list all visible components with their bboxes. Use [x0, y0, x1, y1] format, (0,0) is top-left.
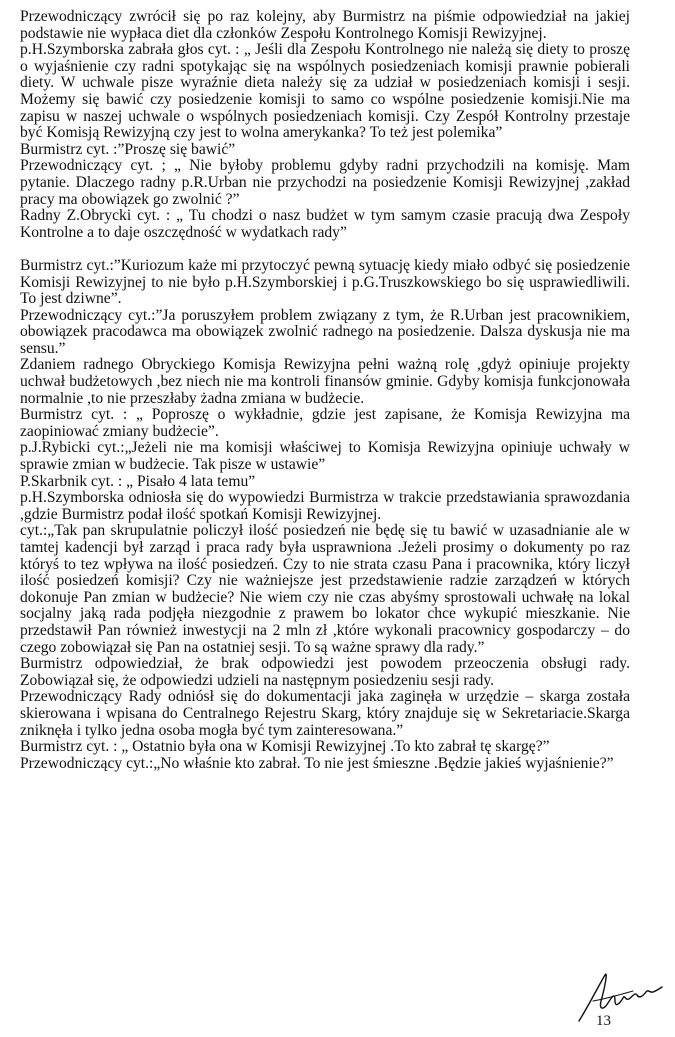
paragraph: Burmistrz cyt.:”Kuriozum każe mi przytoczyć pewną sytuację kiedy miało odbyć się posiedzenie Komisji Rewizyjnej to nie było p.H.Szymborskiej i p.G.Truszkowskiego bo się usprawiedliwili. To jest dziwne”. — [20, 256, 630, 308]
paragraph: Przewodniczący zwrócił się po raz kolejny, aby Burmistrz na piśmie odpowiedział na jakiej podstawie nie wypłaca diet dla członków Zespołu Kontrolnego Komisji Rewizyjnej. — [20, 8, 630, 42]
paragraph: P.Skarbnik cyt. : „ Pisało 4 lata temu” — [20, 472, 256, 490]
page-number: 13 — [596, 1013, 611, 1029]
paragraph-gap — [20, 241, 630, 258]
paragraph: cyt.:„Tak pan skrupulatnie policzył ilość posiedzeń nie będę się tu bawić w uzasadnianie ale w tamtej kadencji był zarząd i praca rady była usprawniona .Jeżeli prosimy o dokumenty po raz któryś to tez wpływa na ilość posiedzeń. Czy to nie strata czasu Pana i pracownika, który liczył ilość posiedzeń komisji? Czy nie ważniejsze jest przedstawienie radzie zarządzeń w których dokonuje Pan zmian w budżecie? Nie wiem czy nie czas abyśmy sprostowali uchwałę na lokal socjalny jaką rada podjęła niezgodnie z prawem bo lokator chce wykupić mieszkanie. Nie przedstawił Pan również inwestycji na 2 mln zł ,które wykonali pracownicy gospodarczy – do czego zobowiązał się Pan na ostatniej sesji. To są ważne sprawy dla rady.” — [20, 522, 630, 656]
paragraph: Burmistrz cyt. : „ Ostatnio była ona w Komisji Rewizyjnej .To kto zabrał tę skargę?” — [20, 738, 550, 756]
paragraph: Burmistrz cyt. :”Proszę się bawić” — [20, 140, 236, 158]
paragraph: Burmistrz odpowiedział, że brak odpowiedzi jest powodem przeoczenia obsługi rady. Zobowiązał się, że odpowiedzi udzieli na następnym posiedzeniu sesji rady. — [20, 655, 630, 689]
paragraph: p.H.Szymborska zabrała głos cyt. : „ Jeśli dla Zespołu Kontrolnego nie należą się diety to proszę o wyjaśnienie czy radni spotykając się na wspólnych posiedzeniach komisji prawnie pobierali diety. W uchwale pisze wyraźnie dieta należy się za udział w posiedzeniach komisji i sesji. Możemy się bawić czy posiedzenie komisji to samo co wspólne posiedzenie komisji.Nie ma zapisu w naszej uchwale o wspólnych posiedzeniach komisji. Czy Zespół Kontrolny przestaje być Komisją Rewizyjną czy jest to wolna amerykanka? To też jest polemika” — [20, 41, 630, 142]
signature — [575, 965, 665, 1025]
paragraph: p.H.Szymborska odniosła się do wypowiedzi Burmistrza w trakcie przedstawiania sprawozdania ,gdzie Burmistrz podał ilość spotkań Komisji Rewizyjnej. — [20, 489, 630, 523]
paragraph: Radny Z.Obrycki cyt. : „ Tu chodzi o nasz budżet w tym samym czasie pracują dwa Zespoły Kontrolne a to daje oszczędność w wydatkach rady” — [20, 207, 630, 241]
document-body — [20, 9, 630, 772]
paragraph: p.J.Rybicki cyt.:„Jeżeli nie ma komisji właściwej to Komisja Rewizyjna opiniuje uchwały w sprawie zmian w budżecie. Tak pisze w ustawie” — [20, 439, 630, 474]
paragraph: Burmistrz cyt. : „ Poproszę o wykładnie, gdzie jest zapisane, że Komisja Rewizyjna ma zaopiniować zmiany budżecie”. — [20, 406, 630, 440]
paragraph: Przewodniczący cyt.:”Ja poruszyłem problem związany z tym, że R.Urban jest pracownikiem, obowiązek pracodawca ma obowiązek zwolnić radnego na posiedzenie. Dalsza dyskusja nie ma sensu.” — [20, 306, 630, 357]
paragraph: Przewodniczący cyt.:„No właśnie kto zabrał. To nie jest śmieszne .Będzie jakieś wyjaśnienie?” — [20, 754, 614, 772]
paragraph: Przewodniczący Rady odniósł się do dokumentacji jaka zaginęła w urzędzie – skarga została skierowana i wpisana do Centralnego Rejestru Skarg, który znajduje się w Sekretariacie.Skarga zniknęła i tylko jedna osoba mogła być tym zainteresowana.” — [20, 688, 630, 739]
paragraph: Przewodniczący cyt. ; „ Nie byłoby problemu gdyby radni przychodzili na komisję. Mam pytanie. Dlaczego radny p.R.Urban nie przychodzi na posiedzenie Komisji Rewizyjnej ,zakład pracy ma obowiązek go zwolnić ?” — [20, 157, 630, 208]
paragraph: Zdaniem radnego Obryckiego Komisja Rewizyjna pełni ważną rolę ,gdyż opiniuje projekty uchwał budżetowych ,bez niech nie ma kontroli finansów gminie. Gdyby komisja funkcjonowała normalnie ,to nie przeszłaby żadna zmiana w budżecie. — [20, 356, 630, 407]
